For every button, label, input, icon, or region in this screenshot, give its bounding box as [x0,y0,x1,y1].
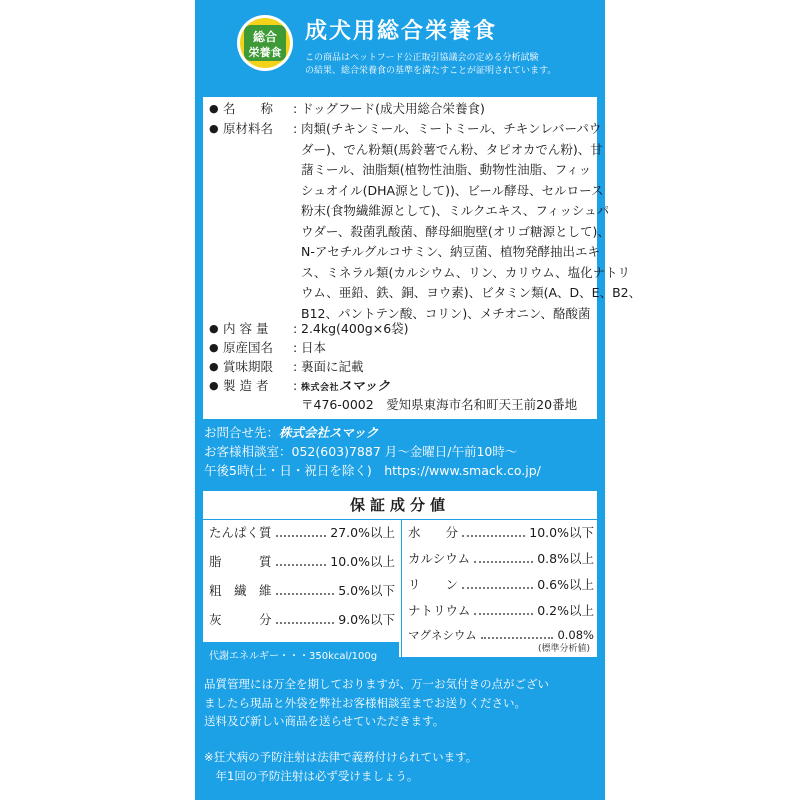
badge-text-bottom: 栄養食 [248,46,282,59]
contact-line [204,423,598,442]
analysis-row [408,548,594,570]
ingredients-line: ダー)、でん粉類(馬鈴薯でん粉、タピオカでん粉)、甘 [301,141,603,157]
guaranteed-analysis-table [203,491,597,662]
analysis-label: 水 分 [408,525,459,540]
content-key: 内 容 量 [223,321,269,336]
ingredients-row [209,119,301,139]
separator: : [293,378,298,393]
rabies-line: ※狂犬病の予防注射は法律で義務付けられています。 [204,750,478,764]
energy-strip [203,642,399,666]
separator: : [293,101,298,116]
ingredients-line: シュオイル(DHA源として))、ビール酵母、セルロース [301,182,604,198]
leader-dots [276,522,327,537]
notice-line: の結果、総合栄養食の基準を満たすことが証明されています。 [305,66,557,76]
analysis-label: 粗 繊 維 [209,583,272,598]
analysis-label: リ ン [408,577,459,592]
package-panel [195,0,642,800]
name-row [209,99,485,119]
analysis-row [209,580,395,602]
analysis-column-right [401,520,598,657]
expiry-key: 賞味期限 [223,359,274,374]
analysis-row [209,522,395,544]
analysis-value: 0.08% [557,628,594,642]
analysis-value: 10.0%以下 [529,525,594,540]
notice-line: この商品はペットフード公正取引協議会の定める分析試験 [305,53,539,63]
ingredients-line: B12、パントテン酸、コリン)、メチオニン、酪酸菌 [301,305,591,321]
contact-hours-url-line: 午後5時(土・日・祝日を除く) https://www.smack.co.jp/ [204,463,541,478]
maker-prefix: 株式会社 [301,383,340,393]
ingredients-list [301,119,642,324]
bullet-icon: ● [209,341,219,354]
analysis-label: 灰 分 [209,612,272,627]
analysis-value: 5.0%以下 [338,583,395,598]
rabies-notice [204,748,596,785]
standard-analysis-note: (標準分析値) [537,644,590,654]
analysis-value: 27.0%以上 [330,525,395,540]
certification-notice [305,52,595,78]
leader-dots [481,624,554,639]
badge-text-top: 総合 [252,30,278,44]
expiry-value: 裏面に記載 [301,359,364,374]
product-title: 成犬用総合栄養食 [305,19,498,44]
leader-dots [474,548,533,563]
quality-line: ましたら現品と外袋を弊社お客様相談室までお送りください。 [204,695,526,710]
analysis-value: 0.8%以上 [537,551,594,566]
analysis-value: 0.2%以上 [537,603,594,618]
expiry-row [209,357,364,377]
analysis-row [408,522,594,544]
content-row [209,319,409,339]
maker-address: 〒476-0002 愛知県東海市名和町天王前20番地 [301,397,578,412]
contact-phone-line: お客様相談室：052(603)7887 月～金曜日/午前10時～ [204,444,518,459]
bullet-icon: ● [209,122,219,135]
analysis-label: 脂 質 [209,554,272,569]
complete-nutrition-badge [236,14,294,72]
ingredients-line: 粉末(食物繊維源として)、ミルクエキス、フィッシュパ [301,203,610,218]
contact-info [204,423,598,480]
separator: : [293,359,298,374]
ingredients-line: ス、ミネラル類(カルシウム、リン、カリウム、塩化ナトリ [301,264,631,280]
analysis-column-left [203,520,399,662]
analysis-label: たんぱく質 [209,525,272,540]
maker-name: スマック [339,378,391,393]
ingredients-line: 藷ミール、油脂類(植物性油脂、動物性油脂、フィッ [301,162,592,177]
ingredients-line: 肉類(チキンミール、ミートミール、チキンレバーパウ [301,121,602,136]
name-value: ドッグフード(成犬用総合栄養食) [301,101,485,116]
metabolizable-energy: 代謝エネルギー・・・350kcal/100g [209,651,378,662]
content-value: 2.4kg(400g×6袋) [301,321,409,336]
leader-dots [462,574,533,589]
quality-notice [204,675,596,731]
separator: : [293,340,298,355]
maker-row [209,376,390,396]
analysis-row [209,551,395,573]
origin-key: 原産国名 [223,340,274,355]
analysis-row [209,609,395,631]
product-label-box [203,97,642,419]
leader-dots [462,522,525,537]
origin-row [209,338,326,358]
quality-line: 送料及び新しい商品を送らせていただきます。 [204,714,445,728]
quality-line: 品質管理には万全を期しておりますが、万一お気付きの点がござい [204,677,549,691]
leader-dots [276,580,335,595]
ingredients-line: ウム、亜鉛、鉄、銅、ヨウ素)、ビタミン類(A、D、E、B2、 [301,285,642,300]
origin-value: 日本 [301,340,327,355]
ingredients-line: N-アセチルグルコサミン、納豆菌、植物発酵抽出エキ [301,244,600,259]
maker-logo [301,376,390,396]
analysis-label: カルシウム [408,551,471,566]
contact-label: お問合せ先： [204,425,280,440]
leader-dots [276,609,335,624]
leader-dots [276,551,327,566]
bullet-icon: ● [209,379,219,392]
analysis-label: ナトリウム [408,603,471,618]
guaranteed-analysis-title: 保証成分値 [203,491,597,520]
separator: : [293,121,298,136]
maker-key: 製 造 者 [223,378,269,393]
bullet-icon: ● [209,102,219,115]
name-key: 名 称 [223,101,274,116]
bullet-icon: ● [209,322,219,335]
rabies-line: 年1回の予防注射は必ず受けましょう。 [204,768,419,783]
ingredients-line: ウダー、殺菌乳酸菌、酵母細胞壁(オリゴ糖源として)、 [301,223,610,239]
analysis-row [408,600,594,622]
ingredients-key: 原材料名 [223,121,274,136]
analysis-row [408,574,594,596]
bullet-icon: ● [209,360,219,373]
analysis-value: 9.0%以下 [338,612,395,627]
leader-dots [474,600,533,615]
analysis-value: 0.6%以上 [537,577,594,592]
contact-company: 株式会社スマック [279,425,379,440]
separator: : [293,321,298,336]
analysis-value: 10.0%以上 [330,554,395,569]
analysis-label: マグネシウム [408,628,477,642]
